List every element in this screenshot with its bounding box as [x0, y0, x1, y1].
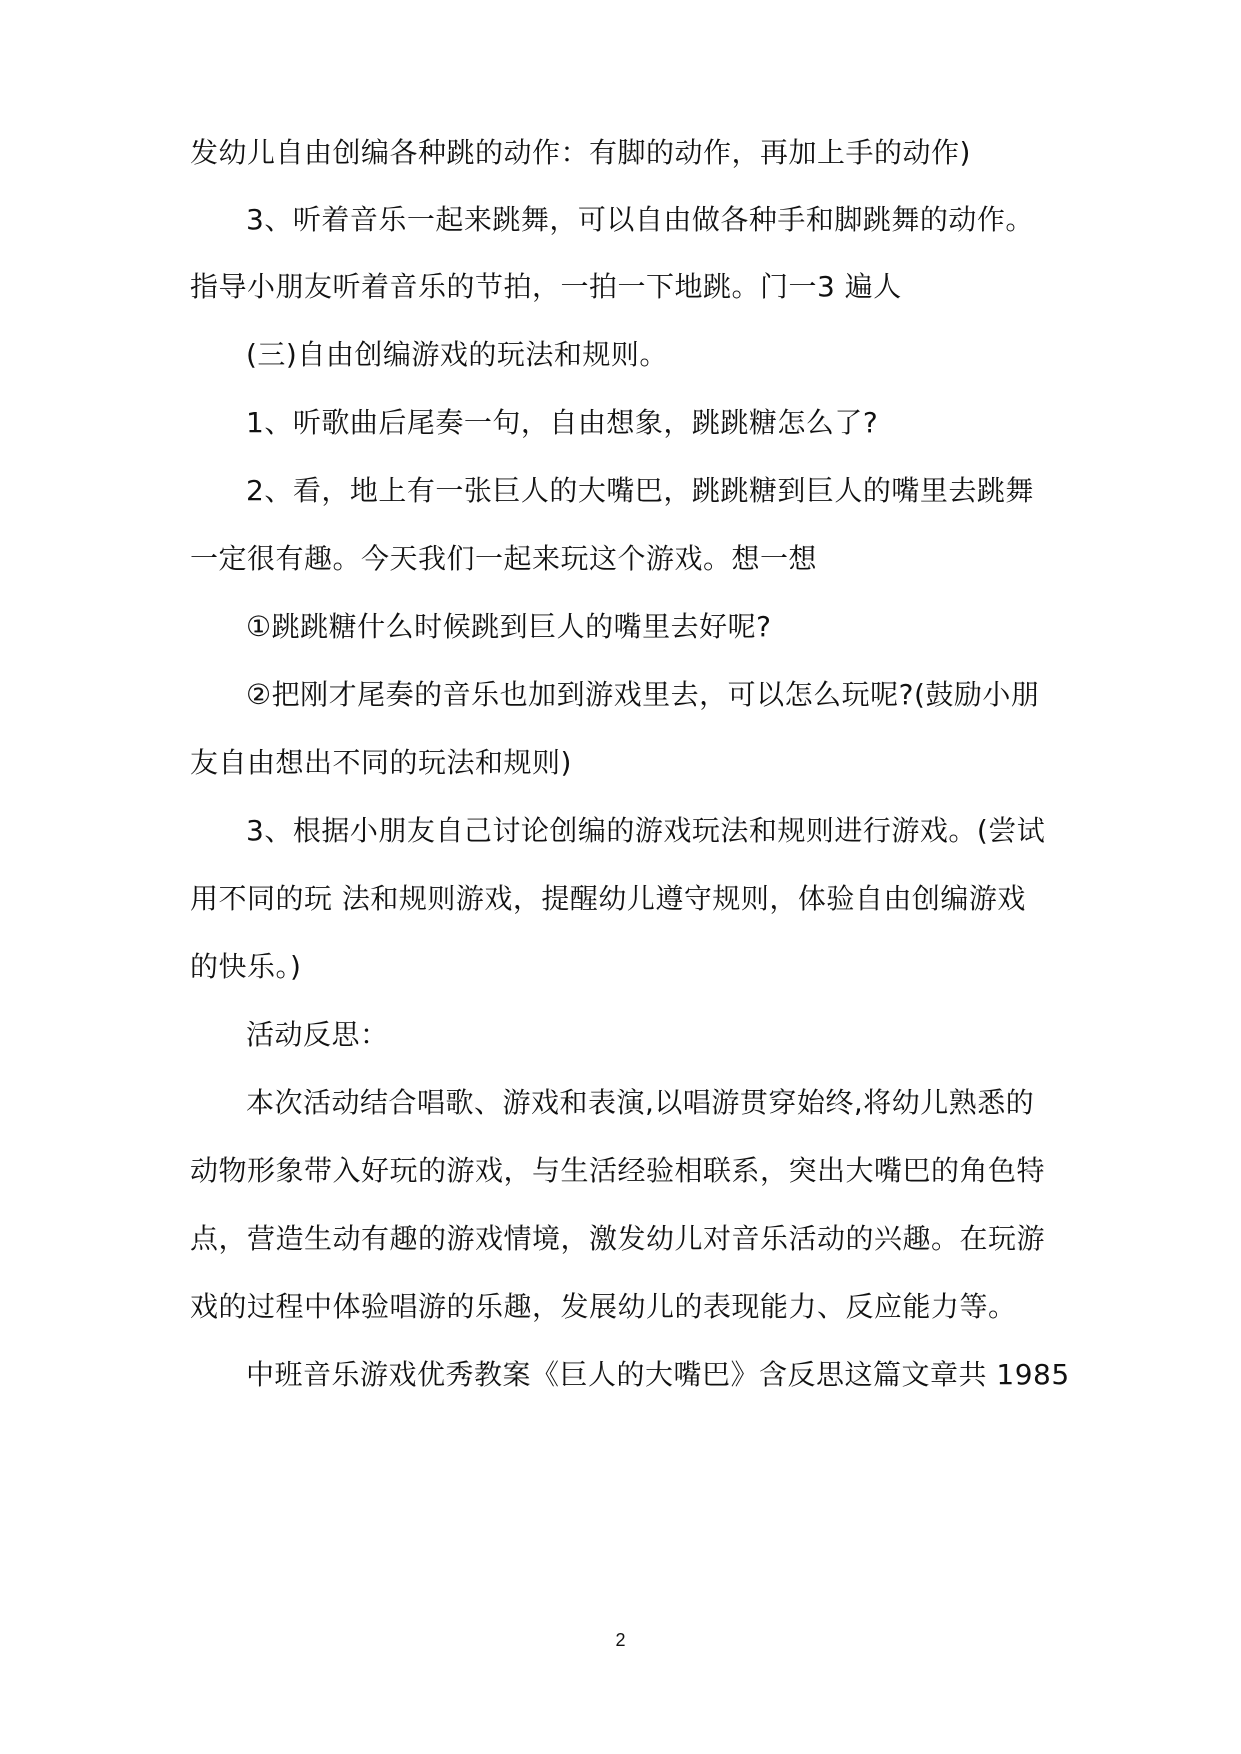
text-line-10: 友自由想出不同的玩法和规则) [190, 746, 572, 779]
text-line-11: 3、根据小朋友自己讨论创编的游戏玩法和规则进行游戏。(尝试 [246, 814, 1046, 847]
page-number: 2 [615, 1630, 626, 1650]
text-line-5: 1、听歌曲后尾奏一句，自由想象，跳跳糖怎么了? [246, 406, 879, 439]
section-heading: (三)自由创编游戏的玩法和规则。 [246, 338, 668, 371]
text-line-9: ②把刚才尾奏的音乐也加到游戏里去，可以怎么玩呢?(鼓励小朋 [246, 678, 1040, 711]
text-line-1: 发幼儿自由创编各种跳的动作：有脚的动作，再加上手的动作) [190, 136, 971, 169]
text-line-19: 中班音乐游戏优秀教案《巨人的大嘴巴》含反思这篇文章共 1985 [246, 1358, 1070, 1391]
text-line-18: 戏的过程中体验唱游的乐趣，发展幼儿的表现能力、反应能力等。 [190, 1290, 1017, 1323]
text-line-17: 点，营造生动有趣的游戏情境，激发幼儿对音乐活动的兴趣。在玩游 [190, 1222, 1046, 1255]
text-line-12: 用不同的玩 法和规则游戏，提醒幼儿遵守规则，体验自由创编游戏 [190, 882, 1026, 915]
reflection-heading: 活动反思： [246, 1018, 389, 1051]
text-line-13: 的快乐。) [190, 950, 302, 983]
text-line-6: 2、看，地上有一张巨人的大嘴巴，跳跳糖到巨人的嘴里去跳舞 [246, 474, 1034, 507]
text-line-2: 3、听着音乐一起来跳舞，可以自由做各种手和脚跳舞的动作。 [246, 203, 1034, 236]
text-line-8: ①跳跳糖什么时候跳到巨人的嘴里去好呢? [246, 610, 772, 643]
text-line-16: 动物形象带入好玩的游戏，与生活经验相联系，突出大嘴巴的角色特 [190, 1154, 1046, 1187]
text-line-15: 本次活动结合唱歌、游戏和表演,以唱游贯穿始终,将幼儿熟悉的 [246, 1086, 1035, 1119]
text-line-7: 一定很有趣。今天我们一起来玩这个游戏。想一想 [190, 542, 818, 575]
text-line-3: 指导小朋友听着音乐的节拍，一拍一下地跳。门一3 遍人 [190, 270, 902, 303]
